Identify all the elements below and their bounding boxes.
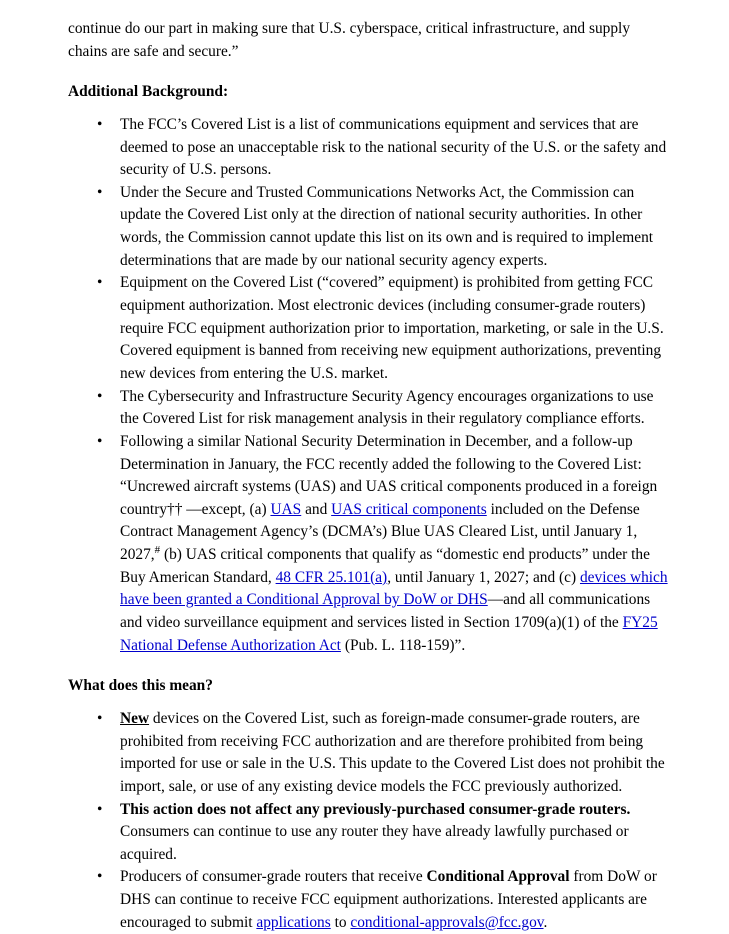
- text-segment: from DoW or DHS can continue to receive FCC equipment authorizations. Interested applicants are encouraged to submit: [120, 868, 657, 931]
- list-item: [68, 386, 669, 431]
- text-segment: —and all communications and video surveillance equipment and services listed in Section 1709(a)(1) of the: [120, 591, 651, 632]
- text-segment: to: [330, 913, 351, 931]
- list-item-text: The Cybersecurity and Infrastructure Security Agency encourages organizations to use the Covered List for risk management analysis in their regulatory compliance efforts.: [120, 387, 654, 428]
- text-segment: .: [543, 913, 548, 931]
- list-item-text: Equipment on the Covered List (“covered” equipment) is prohibited from getting FCC equipment authorization. Most electronic devices (including consumer-grade routers) require FCC equipment authorization prior to importation, marketing, or sale in the U.S. Covered equipment is banned from receiving new equipment authorizations, preventing new devices from entering the U.S. market.: [120, 274, 664, 382]
- list-item-text: [120, 868, 657, 930]
- heading-additional-background: Additional Background:: [68, 83, 229, 101]
- bullet-icon: •: [97, 274, 103, 292]
- bullet-icon: •: [97, 115, 103, 133]
- list-item-text: Under the Secure and Trusted Communications Networks Act, the Commission can update the Covered List only at the direction of national security authorities. In other words, the Commission cannot update this list on its own and is required to implement determinations that are made by our national security agency experts.: [120, 183, 654, 269]
- emphasis-new: New: [120, 709, 150, 727]
- list-item: [68, 799, 669, 867]
- text-segment: (b) UAS critical components that qualify as “domestic end products” under the Buy American Standard,: [120, 546, 650, 586]
- list-item: [68, 114, 669, 182]
- link-uas[interactable]: UAS: [270, 500, 302, 518]
- link-conditional-approvals-email[interactable]: conditional-approvals@fcc.gov: [350, 913, 544, 931]
- link-fy25-ndaa[interactable]: FY25 National Defense Authorization Act: [120, 614, 658, 654]
- link-applications[interactable]: applications: [256, 913, 331, 931]
- heading-what-does-this-mean: What does this mean?: [68, 677, 213, 695]
- text-segment: Producers of consumer-grade routers that receive: [120, 868, 427, 886]
- list-item: [68, 708, 669, 799]
- bullet-icon: •: [97, 709, 103, 727]
- bullet-icon: •: [97, 800, 103, 818]
- list-item: [68, 182, 669, 273]
- list-item-text: [120, 710, 665, 795]
- emphasis-conditional-approval: Conditional Approval: [426, 868, 570, 886]
- list-item-text: [120, 801, 630, 863]
- bullet-icon: •: [97, 387, 103, 405]
- link-conditional-approval-devices[interactable]: devices which have been granted a Conditional Approval by DoW or DHS: [120, 568, 668, 609]
- link-uas-critical-components[interactable]: UAS critical components: [331, 500, 487, 518]
- text-segment: , until January 1, 2027; and (c): [387, 568, 580, 586]
- list-item: [68, 272, 669, 385]
- list-item-covered-list-additions: [68, 431, 669, 657]
- list-item-text: [120, 433, 668, 654]
- bullet-icon: •: [97, 432, 103, 450]
- text-segment: (Pub. L. 118-159)”.: [340, 636, 466, 654]
- footnote-marker-hash: #: [154, 543, 161, 556]
- emphasis-no-effect-statement: This action does not affect any previously-purchased consumer-grade routers.: [120, 800, 631, 818]
- text-segment: included on the Defense Contract Management Agency’s (DCMA’s) Blue UAS Cleared List, until January 1, 2027,: [120, 500, 640, 564]
- bullet-icon: •: [97, 868, 103, 886]
- list-item: [68, 866, 669, 934]
- list-item-text: The FCC’s Covered List is a list of communications equipment and services that are deemed to pose an unacceptable risk to the national security of the U.S. or the safety and security of U.S. persons.: [120, 115, 667, 179]
- text-segment: Consumers can continue to use any router they have already lawfully purchased or acquired.: [120, 823, 629, 863]
- intro-paragraph: continue do our part in making sure that U.S. cyberspace, critical infrastructure, and supply chains are safe and secure.”: [68, 20, 631, 60]
- background-bullet-list: [68, 114, 669, 657]
- bullet-icon: •: [97, 183, 103, 201]
- text-segment: Following a similar National Security Determination in December, and a follow-up Determination in January, the FCC recently added the following to the Covered List: “Uncrewed aircraft systems (UAS) and UAS critical components produced in a foreign country†† —except, (a): [120, 432, 658, 518]
- text-segment: devices on the Covered List, such as foreign-made consumer-grade routers, are prohibited from receiving FCC authorization and are therefore prohibited from being imported for use or sale in the U.S. This update to the Covered List does not prohibit the import, sale, or use of any existing device models the FCC previously authorized.: [120, 709, 665, 795]
- meaning-bullet-list: [68, 708, 669, 934]
- link-48-cfr-25-101a[interactable]: 48 CFR 25.101(a): [275, 568, 388, 586]
- text-segment: and: [301, 500, 332, 518]
